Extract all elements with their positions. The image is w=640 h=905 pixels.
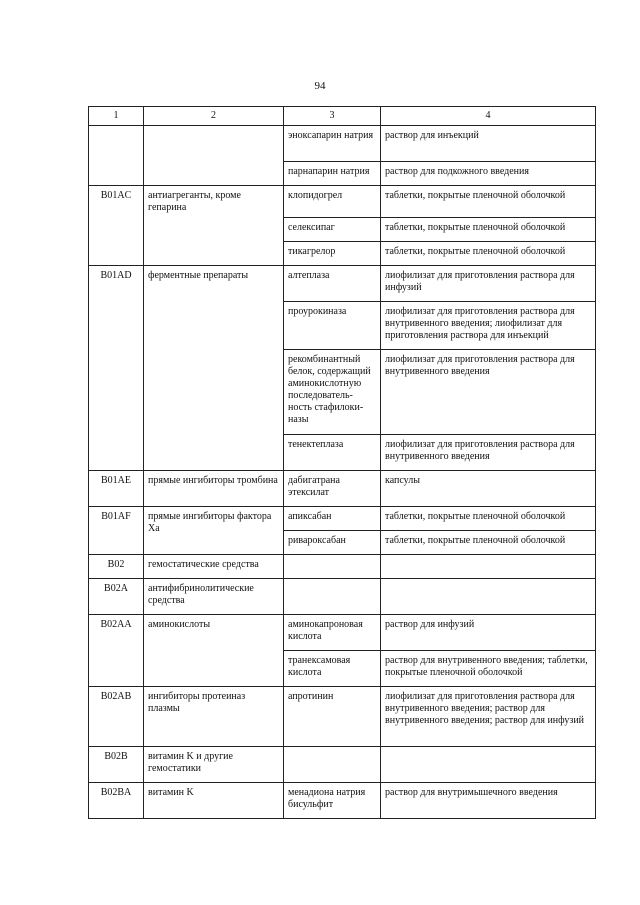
- table-row: [89, 507, 596, 531]
- drug-name-cell: алтеплаза: [284, 266, 381, 302]
- group-name-cell: аминокислоты: [144, 615, 284, 687]
- table-row: [89, 555, 596, 579]
- drug-name-cell: апротинин: [284, 687, 381, 747]
- dosage-form-cell: таблетки, покрытые пленочной оболочкой: [381, 218, 596, 242]
- atc-code-cell: B01AC: [89, 186, 144, 266]
- group-name-cell: антифибринолитические средства: [144, 579, 284, 615]
- table-row: [89, 579, 596, 615]
- table-row: [89, 747, 596, 783]
- group-name-cell: [144, 126, 284, 186]
- header-cell: 4: [381, 107, 596, 126]
- group-name-cell: витамин K и другие гемостатики: [144, 747, 284, 783]
- drug-name-cell: парнапарин натрия: [284, 162, 381, 186]
- table-row: [89, 266, 596, 302]
- dosage-form-cell: [381, 555, 596, 579]
- table-row: [89, 186, 596, 218]
- atc-code-cell: [89, 126, 144, 186]
- group-name-cell: антиагреганты, кроме гепарина: [144, 186, 284, 266]
- drug-name-cell: эноксапарин натрия: [284, 126, 381, 162]
- atc-code-cell: B01AF: [89, 507, 144, 555]
- group-name-cell: гемостатические средства: [144, 555, 284, 579]
- atc-code-cell: B02A: [89, 579, 144, 615]
- dosage-form-cell: раствор для внутривенного введения; таблетки, покрытые пленочной оболочкой: [381, 651, 596, 687]
- dosage-form-cell: таблетки, покрытые пленочной оболочкой: [381, 531, 596, 555]
- group-name-cell: витамин K: [144, 783, 284, 819]
- drug-name-cell: селексипаг: [284, 218, 381, 242]
- dosage-form-cell: капсулы: [381, 471, 596, 507]
- drug-name-cell: апиксабан: [284, 507, 381, 531]
- dosage-form-cell: таблетки, покрытые пленочной оболочкой: [381, 186, 596, 218]
- header-cell: 3: [284, 107, 381, 126]
- drug-name-cell: [284, 579, 381, 615]
- dosage-form-cell: таблетки, покрытые пленочной оболочкой: [381, 507, 596, 531]
- drug-name-cell: рекомбинантный белок, содержащий аминокислотную последователь-ность стафилоки-назы: [284, 350, 381, 435]
- dosage-form-cell: раствор для инфузий: [381, 615, 596, 651]
- atc-code-cell: B02AB: [89, 687, 144, 747]
- page-number: 94: [314, 80, 326, 92]
- table-row: [89, 126, 596, 162]
- drug-name-cell: ривароксабан: [284, 531, 381, 555]
- dosage-form-cell: [381, 579, 596, 615]
- drug-name-cell: клопидогрел: [284, 186, 381, 218]
- group-name-cell: прямые ингибиторы тромбина: [144, 471, 284, 507]
- dosage-form-cell: раствор для подкожного введения: [381, 162, 596, 186]
- drug-name-cell: транексамовая кислота: [284, 651, 381, 687]
- dosage-form-cell: [381, 747, 596, 783]
- drug-name-cell: дабигатрана этексилат: [284, 471, 381, 507]
- atc-code-cell: B02B: [89, 747, 144, 783]
- drug-name-cell: менадиона натрия бисульфит: [284, 783, 381, 819]
- table-row: [89, 471, 596, 507]
- table-row: [89, 783, 596, 819]
- group-name-cell: ингибиторы протеиназ плазмы: [144, 687, 284, 747]
- table-row: [89, 687, 596, 747]
- dosage-form-cell: лиофилизат для приготовления раствора для внутривенного введения: [381, 435, 596, 471]
- atc-code-cell: B02: [89, 555, 144, 579]
- dosage-form-cell: лиофилизат для приготовления раствора для внутривенного введения: [381, 350, 596, 435]
- drug-name-cell: аминокапроновая кислота: [284, 615, 381, 651]
- group-name-cell: ферментные препараты: [144, 266, 284, 471]
- atc-code-cell: B01AD: [89, 266, 144, 471]
- dosage-form-cell: лиофилизат для приготовления раствора для внутривенного введения; раствор для внутривенного введения; раствор для инфузий: [381, 687, 596, 747]
- drug-name-cell: проурокиназа: [284, 302, 381, 350]
- dosage-form-cell: раствор для внутримышечного введения: [381, 783, 596, 819]
- drug-name-cell: [284, 555, 381, 579]
- drug-table: [88, 106, 596, 819]
- table-row: [89, 615, 596, 651]
- dosage-form-cell: раствор для инъекций: [381, 126, 596, 162]
- header-row: [89, 107, 596, 126]
- group-name-cell: прямые ингибиторы фактора Xa: [144, 507, 284, 555]
- drug-name-cell: тенектеплаза: [284, 435, 381, 471]
- header-cell: 2: [144, 107, 284, 126]
- dosage-form-cell: таблетки, покрытые пленочной оболочкой: [381, 242, 596, 266]
- drug-name-cell: тикагрелор: [284, 242, 381, 266]
- atc-code-cell: B01AE: [89, 471, 144, 507]
- dosage-form-cell: лиофилизат для приготовления раствора для инфузий: [381, 266, 596, 302]
- header-cell: 1: [89, 107, 144, 126]
- atc-code-cell: B02AA: [89, 615, 144, 687]
- drug-name-cell: [284, 747, 381, 783]
- atc-code-cell: B02BA: [89, 783, 144, 819]
- dosage-form-cell: лиофилизат для приготовления раствора для внутривенного введения; лиофилизат для приготовления раствора для инъекций: [381, 302, 596, 350]
